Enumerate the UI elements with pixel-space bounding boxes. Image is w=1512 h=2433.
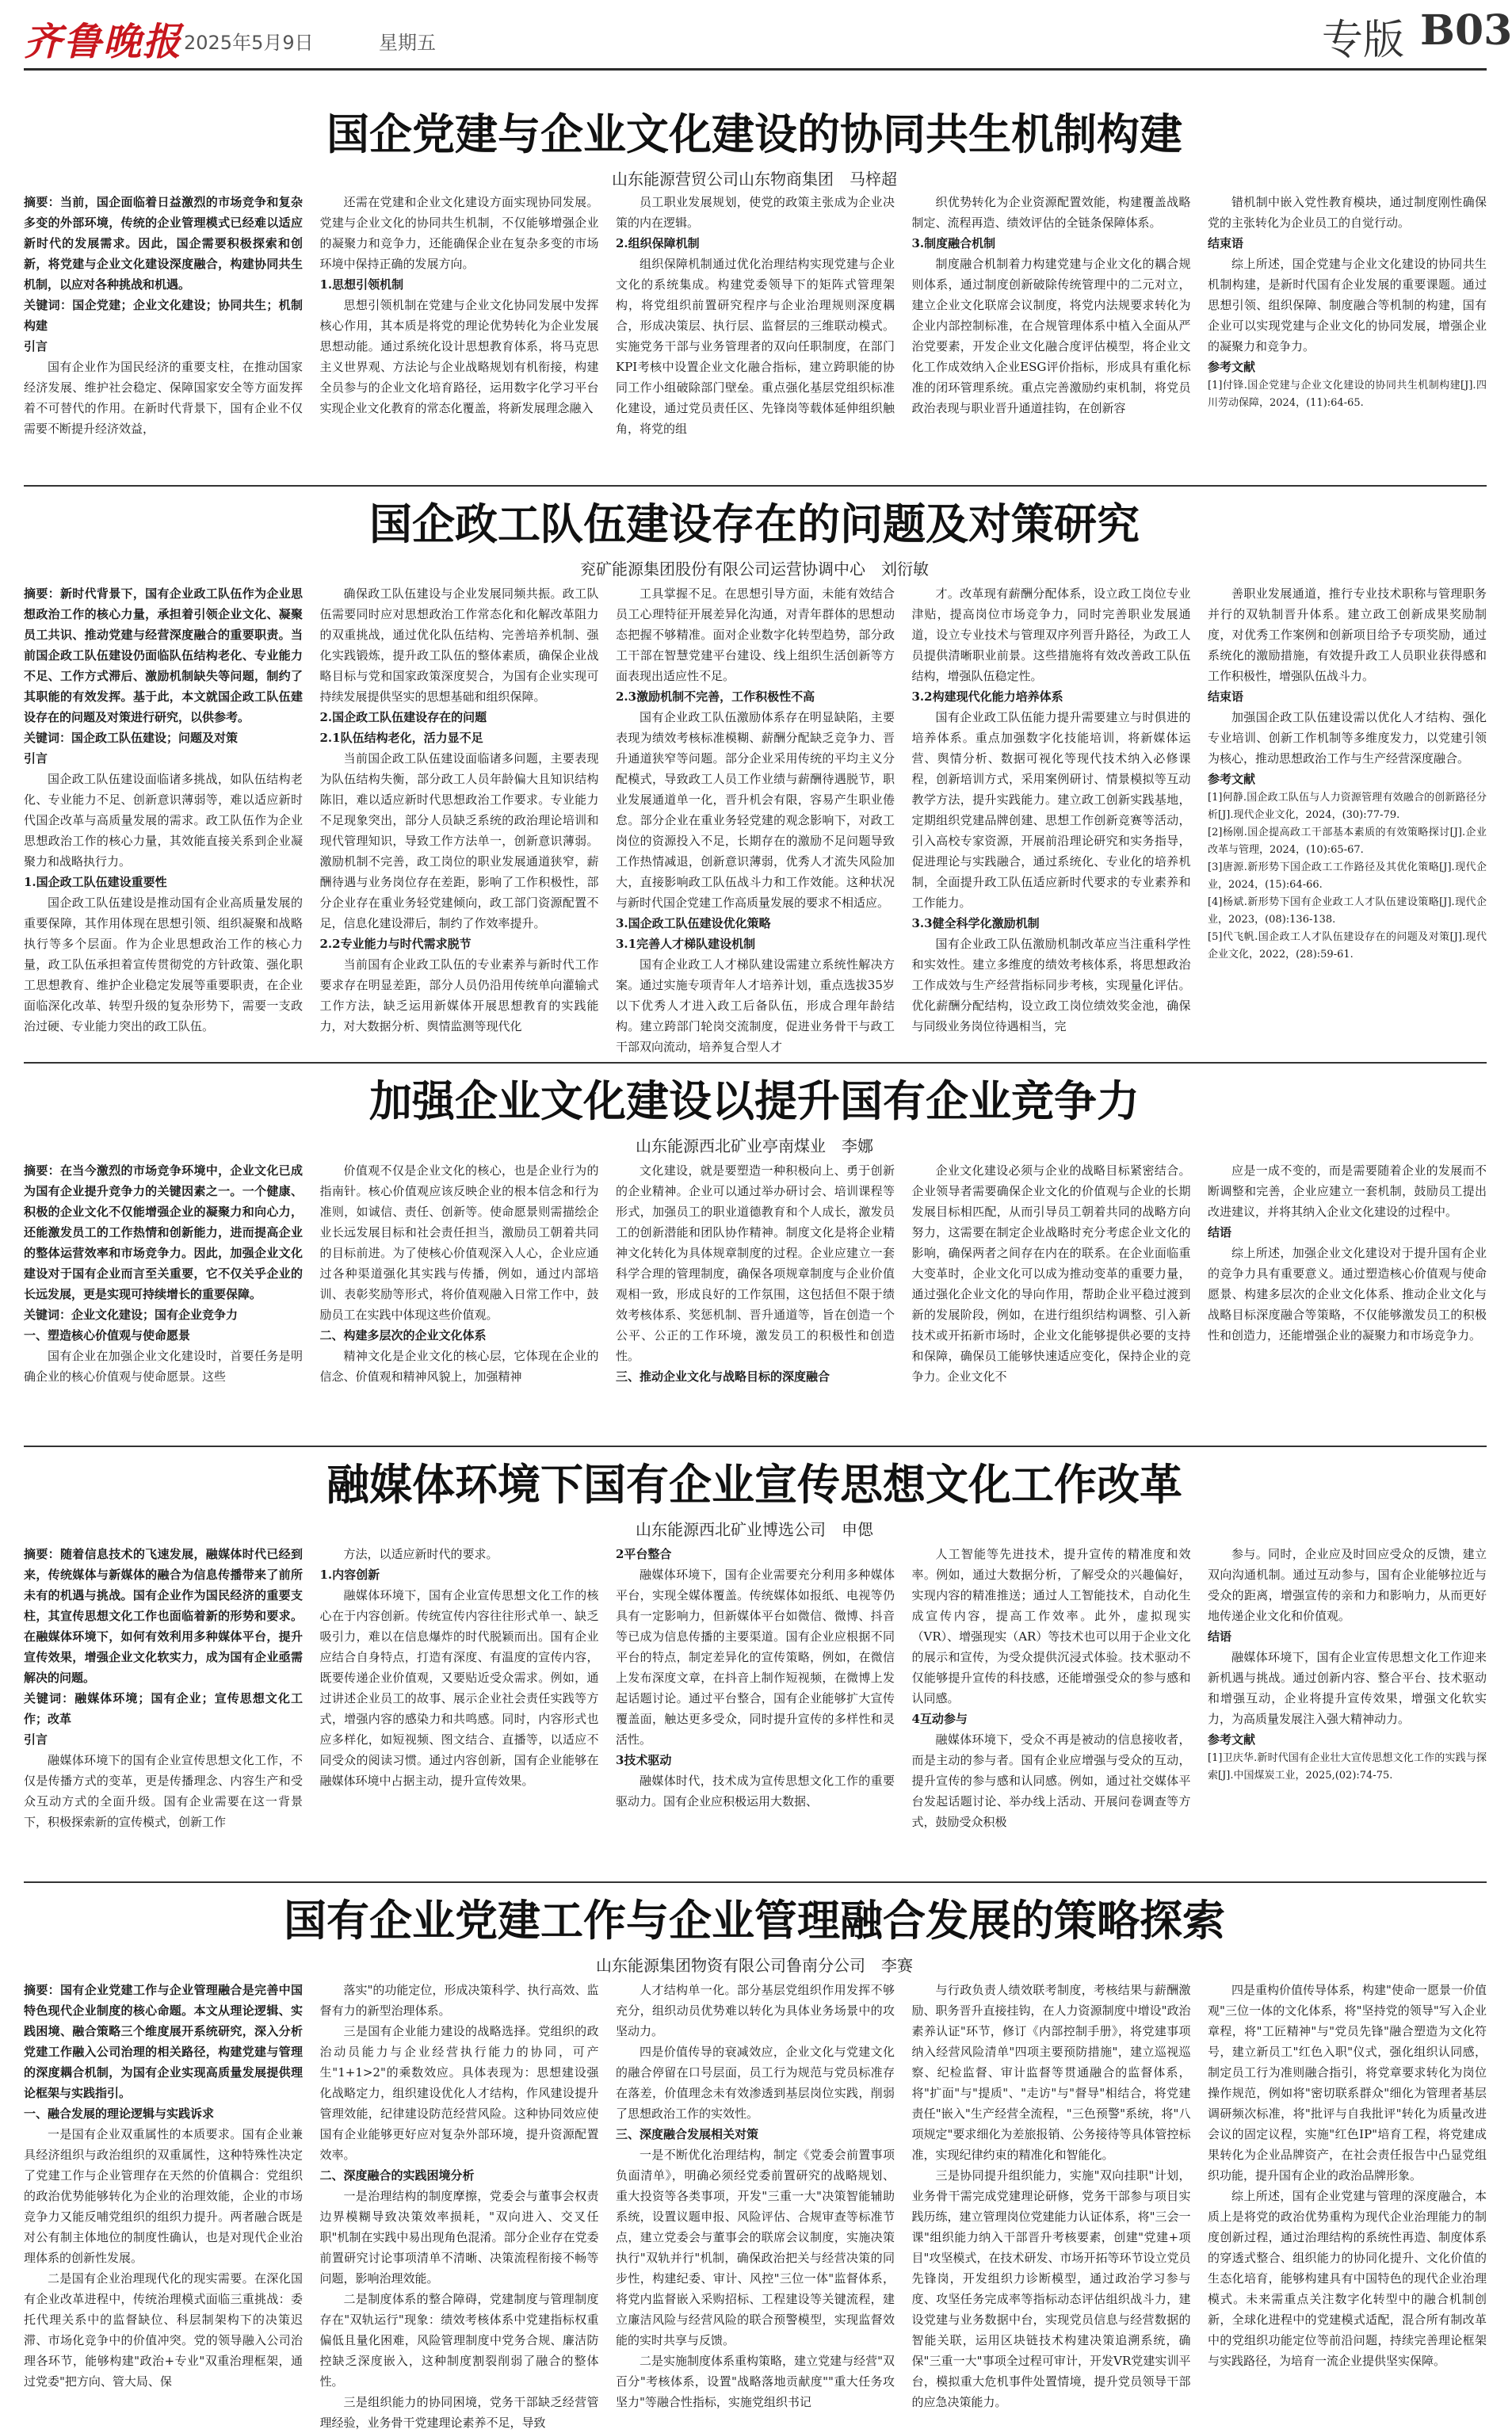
abstract-text: 摘要：国有企业党建工作与企业管理融合是完善中国特色现代企业制度的核心命题。本文从理论逻辑、实践困境、融合策略三个维度展开系统研究，深入分析党建工作融入公司治理的相关路径，构建党建与管理的深度耦合机制，为国有企业实现高质量发展提供理论框架与实践指引。 bbox=[24, 1983, 303, 2100]
section-heading: 2.国企政工队伍建设存在的问题 bbox=[319, 710, 487, 724]
article-column bbox=[912, 1160, 1191, 1441]
body-paragraph: 价值观不仅是企业文化的核心，也是企业行为的指南针。核心价值观应该反映企业的根本信念和行为准则，如诚信、责任、创新等。使命愿景则需描绘企业长远发展目标和社会责任担当，激励员工朝着共同的目标前进。为了使核心价值观深入人心，企业应通过各种渠道强化其实践与传播，例如，通过内部培训、表彰奖励等形式，将价值观融入日常工作中，鼓励员工在实践中体现这些价值观。 bbox=[319, 1163, 599, 1322]
reference-item: [1]何静.国企政工队伍与人力资源管理有效融合的创新路径分析[J].现代企业文化，2024，(30):77-79. bbox=[1208, 792, 1487, 821]
page-number: B03 bbox=[1420, 6, 1512, 55]
body-paragraph: 当前国有企业政工队伍的专业素养与新时代工作要求存在明显差距，部分人员仍沿用传统单向灌输式工作方法，缺乏运用新媒体开展思想教育的实践能力，对大数据分析、舆情监测等现代化 bbox=[319, 957, 599, 1033]
body-paragraph: 当前国企政工队伍建设面临诸多问题，主要表现为队伍结构失衡，部分政工人员年龄偏大且知识结构陈旧，难以适应新时代思想政治工作要求。专业能力不足现象突出，部分人员缺乏系统的政治理论培训和现代管理知识，导致工作方法单一，创新意识薄弱。激励机制不完善，政工岗位的职业发展通道狭窄，薪酬待遇与业务岗位存在差距，影响了工作积极性，部分企业存在重业务轻党建倾向，政工部门资源配置不足，信息化建设滞后，制约了作效率提升。 bbox=[319, 751, 599, 930]
article-column bbox=[616, 583, 895, 1057]
section-heading: 参考文献 bbox=[1208, 360, 1256, 374]
body-paragraph: 国企政工队伍建设面临诸多挑战，如队伍结构老化、专业能力不足、创新意识薄弱等，难以适应新时代国企改革与高质量发展的需求。政工队伍作为企业思想政治工作的核心力量，其效能直接关系到企业凝聚力和战略执行力。 bbox=[24, 772, 303, 869]
body-paragraph: 四是价值传导的衰减效应，企业文化与党建文化的融合停留在口号层面，员工行为规范与党员标准存在落差，价值理念未有效渗透到基层岗位实践，削弱了思想政治工作的实效性。 bbox=[616, 2045, 895, 2121]
section-heading: 2.3激励机制不完善，工作积极性不高 bbox=[616, 689, 815, 704]
reference-item: [4]杨斌.新形势下国有企业政工人才队伍建设策略[J].现代企业，2023，(08):136-138. bbox=[1208, 896, 1487, 926]
body-paragraph: 工具掌握不足。在思想引导方面，未能有效结合员工心理特征开展差异化沟通，对青年群体的思想动态把握不够精准。面对企业数字化转型趋势，部分政工干部在智慧党建平台建设、线上组织生活创新等方面表现出适应性不足。 bbox=[616, 586, 895, 683]
body-paragraph: 加强国企政工队伍建设需以优化人才结构、强化专业培训、创新工作机制等多维度发力，以党建引领为核心，推动思想政治工作与生产经营深度融合。 bbox=[1208, 710, 1487, 766]
body-paragraph: 人才结构单一化。部分基层党组织作用发挥不够充分，组织动员优势难以转化为具体业务场景中的攻坚动力。 bbox=[616, 1983, 895, 2038]
body-paragraph: 综上所述，加强企业文化建设对于提升国有企业的竞争力具有重要意义。通过塑造核心价值观与使命愿景、构建多层次的企业文化体系、推动企业文化与战略目标深度融合等策略，不仅能够激发员工的积极性和创造力，还能增强企业的凝聚力和市场竞争力。 bbox=[1208, 1246, 1487, 1343]
article-column bbox=[24, 192, 303, 480]
article-title: 国企政工队伍建设存在的问题及对策研究 bbox=[369, 498, 1140, 549]
section-heading: 结语 bbox=[1208, 1629, 1232, 1644]
article-column bbox=[912, 192, 1191, 480]
body-paragraph: 三是国有企业能力建设的战略选择。党组织的政治动员能力与企业经营执行能力的协同，可产生"1+1>2"的乘数效应。具体表现为：思想建设强化战略定力，组织建设优化人才结构，作风建设提升管理效能，纪律建设防范经营风险。这种协同效应使国有企业能够更好应对复杂外部环境，提升资源配置效率。 bbox=[319, 2024, 599, 2162]
article-byline: 兖矿能源集团股份有限公司运营协调中心 刘衍敏 bbox=[580, 560, 929, 579]
body-paragraph: 国有企业在加强企业文化建设时，首要任务是明确企业的核心价值观与使命愿景。这些 bbox=[24, 1349, 303, 1384]
body-paragraph: 二是国有企业治理现代化的现实需要。在深化国有企业改革进程中，传统治理模式面临三重挑战：委托代理关系中的监督缺位、科层制架构下的决策迟滞、市场化竞争中的价值冲突。党的领导融入公司治理各环节，能够构建"政治+专业"双重治理框架，通过党委"把方向、管大局、保 bbox=[24, 2271, 303, 2389]
body-paragraph: 国有企业政工人才梯队建设需建立系统性解决方案。通过实施专项青年人才培养计划，重点选拔35岁以下优秀人才进入政工后备队伍，形成合理年龄结构。建立跨部门轮岗交流制度，促进业务骨干与政工干部双向流动，培养复合型人才 bbox=[616, 957, 895, 1054]
section-heading: 二、深度融合的实践困境分析 bbox=[319, 2168, 475, 2183]
body-paragraph: 融媒体环境下，国有企业需要充分利用多种媒体平台，实现全媒体覆盖。传统媒体如报纸、电视等仍具有一定影响力，但新媒体平台如微信、微博、抖音等已成为信息传播的主要渠道。国有企业应根据不同平台的特点，制定差异化的宣传策略，例如，在微信上发布深度文章，在抖音上制作短视频，在微博上发起话题讨论。通过平台整合，国有企业能够扩大宣传覆盖面，触达更多受众，同时提升宣传的多样性和灵活性。 bbox=[616, 1568, 895, 1747]
section-heading: 引言 bbox=[24, 751, 48, 766]
body-paragraph: 组织保障机制通过优化治理结构实现党建与企业文化的系统集成。构建党委领导下的矩阵式管理架构，将党组织前置研究程序与企业治理规则深度耦合，形成决策层、执行层、监督层的三维联动模式。实施党务干部与业务管理者的双向任职制度，在部门KPI考核中设置企业文化融合指标，建立跨职能的协同工作小组破除部门壁垒。重点强化基层党组织标准化建设，通过党员责任区、先锋岗等载体延伸组织触角，将党的组 bbox=[616, 257, 895, 436]
article-byline: 山东能源营贸公司山东物商集团 马梓超 bbox=[612, 170, 897, 189]
masthead-rule bbox=[24, 68, 1487, 71]
body-paragraph: 精神文化是企业文化的核心层，它体现在企业的信念、价值观和精神风貌上，加强精神 bbox=[319, 1349, 599, 1384]
keywords-text: 关键词：国企党建；企业文化建设；协同共生；机制构建 bbox=[24, 298, 303, 333]
body-paragraph: 二是制度体系的整合障碍，党建制度与管理制度存在"双轨运行"现象：绩效考核体系中党建指标权重偏低且量化困难，风险管理制度中党务合规、廉洁防控缺乏深度嵌入，这种制度割裂削弱了融合的整体性。 bbox=[319, 2292, 599, 2389]
abstract-text: 摘要：随着信息技术的飞速发展，融媒体时代已经到来，传统媒体与新媒体的融合为信息传播带来了前所未有的机遇与挑战。国有企业作为国民经济的重要支柱，其宣传思想文化工作也面临着新的形势和要求。在融媒体环境下，如何有效利用多种媒体平台，提升宣传效果，增强企业文化软实力，成为国有企业亟需解决的问题。 bbox=[24, 1547, 303, 1685]
section-heading: 结语 bbox=[1208, 1225, 1232, 1239]
body-paragraph: 三是组织能力的协同困境，党务干部缺乏经营管理经验，业务骨干党建理论素养不足，导致 bbox=[319, 2395, 599, 2430]
section-heading: 1.思想引领机制 bbox=[319, 277, 404, 292]
article-body bbox=[24, 192, 1487, 480]
article-column bbox=[616, 1160, 895, 1441]
body-paragraph: 融媒体环境下的国有企业宣传思想文化工作，不仅是传播方式的变革，更是传播理念、内容生产和受众互动方式的全面升级。国有企业需要在这一背景下，积极探索新的宣传模式，创新工作 bbox=[24, 1753, 303, 1829]
body-paragraph: 思想引领机制在党建与企业文化协同发展中发挥核心作用，其本质是将党的理论优势转化为企业发展思想动能。通过系统化设计思想教育体系，将马克思主义世界观、方法论与企业战略规划有机衔接，构建全员参与的企业文化培育路径，运用数字化学习平台实现企业文化教育的常态化覆盖，将新发展理念融入 bbox=[319, 298, 599, 415]
body-paragraph: 国有企业政工队伍激励机制改革应当注重科学性和实效性。建立多维度的绩效考核体系，将思想政治工作成效与生产经营指标同步考核，实现量化评估。优化薪酬分配结构，设立政工岗位绩效奖金池，确保与同级业务岗位待遇相当，完 bbox=[911, 937, 1191, 1033]
article-column bbox=[911, 1980, 1191, 2409]
section-heading: 三、深度融合发展相关对策 bbox=[616, 2127, 759, 2141]
body-paragraph: 织优势转化为企业资源配置效能，构建覆盖战略制定、流程再造、绩效评估的全链条保障体系。 bbox=[911, 195, 1191, 230]
article-column bbox=[319, 1980, 599, 2430]
section-heading: 参考文献 bbox=[1208, 1732, 1256, 1747]
section-heading: 1.内容创新 bbox=[319, 1568, 380, 1582]
article-title: 加强企业文化建设以提升国有企业竞争力 bbox=[369, 1075, 1140, 1126]
body-paragraph: 制度融合机制着力构建党建与企业文化的耦合规则体系，通过制度创新破除传统管理中的二元对立，建立企业文化联席会议制度，将党内法规要求转化为企业内部控制标准，在合规管理体系中植入全面从严治党要素，开发企业文化融合度评估模型，将企业文化工作成效纳入企业ESG评价指标，形成具有重化标准的闭环管理系统。重点完善激励约束机制，将党员政治表现与职业晋升通道挂钩，在创新容 bbox=[911, 257, 1191, 415]
section-heading: 2.2专业能力与时代需求脱节 bbox=[319, 937, 472, 951]
body-paragraph: 国有企业政工队伍激励体系存在明显缺陷，主要表现为绩效考核标准模糊、薪酬分配缺乏竞争力、晋升通道狭窄等问题。部分企业采用传统的平均主义分配模式，导致政工人员工作业绩与薪酬待遇脱节，职业发展通道单一化，晋升机会有限，容易产生职业倦怠。部分企业在重业务轻党建的观念影响下，对政工岗位的资源投入不足，长期存在的激励不足问题导致工作热情减退，创新意识薄弱，优秀人才流失风险加大，直接影响政工队伍战斗力和工作效能。这种状况与新时代国企党建工作高质量发展的要求不相适应。 bbox=[616, 710, 895, 910]
body-paragraph: 国企政工队伍建设是推动国有企业高质量发展的重要保障，其作用体现在思想引领、组织凝聚和战略执行等多个层面。作为企业思想政治工作的核心力量，政工队伍承担着宣传贯彻党的方针政策、强化职工思想教育、维护企业稳定发展等重要职责，在企业面临深化改革、转型升级的复杂形势下，需要一支政治过硬、专业能力突出的政工队伍。 bbox=[24, 896, 303, 1033]
article-column bbox=[912, 583, 1191, 1057]
body-paragraph: 国有企业政工队伍能力提升需要建立与时俱进的培养体系。重点加强数字化技能培训，将新媒体运营、舆情分析、数据可视化等现代技术纳入必修课程，创新培训方式，采用案例研讨、情景模拟等互动教学方法，提升实践能力。建立政工创新实践基地，定期组织党建品牌创建、思想工作创新竞赛等活动，引入高校专家资源，开展前沿理论研究和实务指导，促进理论与实践融合，通过系统化、专业化的培养机制，全面提升政工队伍适应新时代要求的专业素养和工作能力。 bbox=[911, 710, 1191, 910]
section-heading: 2平台整合 bbox=[616, 1547, 672, 1561]
article-column bbox=[320, 583, 599, 1057]
article-column bbox=[24, 1160, 303, 1441]
article-column bbox=[1208, 1980, 1487, 2368]
article-column bbox=[1208, 1544, 1487, 1877]
section-heading: 参考文献 bbox=[1208, 772, 1256, 786]
article-column bbox=[24, 583, 303, 1057]
body-paragraph: 参与。同时，企业应及时回应受众的反馈，建立双向沟通机制。通过互动参与，国有企业能够拉近与受众的距离，增强宣传的亲和力和影响力，从而更好地传递企业文化和价值观。 bbox=[1208, 1547, 1487, 1623]
article-column bbox=[1208, 1160, 1487, 1441]
section-heading: 一、塑造核心价值观与使命愿景 bbox=[24, 1328, 191, 1343]
article-column bbox=[1208, 583, 1487, 1057]
keywords-text: 关键词：企业文化建设；国有企业竞争力 bbox=[24, 1308, 239, 1322]
article-title: 融媒体环境下国有企业宣传思想文化工作改革 bbox=[326, 1459, 1182, 1510]
issue-weekday: 星期五 bbox=[379, 32, 436, 54]
article-column bbox=[320, 1160, 599, 1441]
article-byline: 山东能源集团物资有限公司鲁南分公司 李赛 bbox=[596, 1956, 913, 1975]
section-heading: 引言 bbox=[24, 339, 48, 353]
body-paragraph: 错机制中嵌入党性教育模块，通过制度刚性确保党的主张转化为企业员工的自觉行动。 bbox=[1208, 195, 1487, 230]
body-paragraph: 二是实施制度体系重构策略，建立党建与经营"双百分"考核体系，设置"战略落地贡献度""重大任务攻坚力"等融合性指标，实施党组织书记 bbox=[616, 2354, 895, 2409]
article-body bbox=[24, 1544, 1487, 1877]
body-paragraph: 国有企业作为国民经济的重要支柱，在推动国家经济发展、维护社会稳定、保障国家安全等方面发挥着不可替代的作用。在新时代背景下，国有企业不仅需要不断提升经济效益， bbox=[24, 360, 303, 436]
body-paragraph: 文化建设，就是要塑造一种积极向上、勇于创新的企业精神。企业可以通过举办研讨会、培训课程等形式，加强员工的职业道德教育和个人成长，激发员工的创新潜能和团队协作精神。制度文化是将企业精神文化转化为具体规章制度的过程。企业应建立一套科学合理的管理制度，确保各项规章制度与企业价值观相一致，形成良好的工作氛围，这包括但不限于绩效考核体系、奖惩机制、晋升通道等，旨在创造一个公平、公正的工作环境，激发员工的积极性和创造性。 bbox=[616, 1163, 895, 1363]
article-divider bbox=[24, 1446, 1487, 1447]
section-heading: 2.1队伍结构老化，活力显不足 bbox=[319, 731, 483, 745]
section-heading: 3.国企政工队伍建设优化策略 bbox=[616, 916, 771, 930]
section-heading: 三、推动企业文化与战略目标的深度融合 bbox=[616, 1369, 830, 1384]
reference-item: [1]付锋.国企党建与企业文化建设的协同共生机制构建[J].四川劳动保障，2024，(11):64-65. bbox=[1208, 380, 1487, 409]
body-paragraph: 综上所述，国有企业党建与管理的深度融合，本质上是将党的政治优势重构为现代企业治理能力的制度创新过程，通过治理结构的系统性再造、制度体系的穿透式整合、组织能力的协同化提升、文化价值的生态化培育，能够构建具有中国特色的现代企业治理模式。未来需重点关注数字化转型中的融合机制创新，全球化进程中的党建模式适配，混合所有制改革中的党组织功能定位等前沿问题，持续完善理论框架与实践路径，为培育一流企业提供坚实保障。 bbox=[1208, 2189, 1487, 2368]
article-column bbox=[1208, 192, 1487, 480]
body-paragraph: 融媒体环境下，国有企业宣传思想文化工作迎来新机遇与挑战。通过创新内容、整合平台、技术驱动和增强互动，企业将提升宣传效果，增强文化软实力，为高质量发展注入强大精神动力。 bbox=[1208, 1650, 1487, 1726]
masthead bbox=[0, 0, 1512, 76]
abstract-text: 摘要：当前，国企面临着日益激烈的市场竞争和复杂多变的外部环境，传统的企业管理模式已经难以适应新时代的发展需求。因此，国企需要积极探索和创新，将党建与企业文化建设深度融合，构建协同共生机制，以应对各种挑战和机遇。 bbox=[24, 195, 303, 292]
section-heading: 2.组织保障机制 bbox=[616, 236, 700, 250]
section-heading: 1.国企政工队伍建设重要性 bbox=[24, 875, 167, 889]
body-paragraph: 应是一成不变的，而是需要随着企业的发展而不断调整和完善，企业应建立一套机制，鼓励员工提出改进建议，并将其纳入企业文化建设的过程中。 bbox=[1208, 1163, 1487, 1219]
article-divider bbox=[24, 1881, 1487, 1883]
article-title: 国企党建与企业文化建设的协同共生机制构建 bbox=[326, 109, 1182, 159]
abstract-text: 摘要：在当今激烈的市场竞争环境中，企业文化已成为国有企业提升竞争力的关键因素之一。一个健康、积极的企业文化不仅能增强企业的凝聚力和向心力，还能激发员工的工作热情和创新能力，进而提高企业的整体运营效率和市场竞争力。因此，加强企业文化建设对于国有企业而言至关重要，它不仅关乎企业的长远发展，更是实现可持续增长的重要保障。 bbox=[24, 1163, 303, 1301]
body-paragraph: 落实"的功能定位，形成决策科学、执行高效、监督有力的新型治理体系。 bbox=[319, 1983, 599, 2018]
issue-date: 2025年5月9日 bbox=[184, 32, 314, 54]
body-paragraph: 还需在党建和企业文化建设方面实现协同发展。党建与企业文化的协同共生机制，不仅能够增强企业的凝聚力和竞争力，还能确保企业在复杂多变的市场环境中保持正确的发展方向。 bbox=[319, 195, 599, 271]
body-paragraph: 员工职业发展规划，使党的政策主张成为企业决策的内在逻辑。 bbox=[616, 195, 895, 230]
article-divider bbox=[24, 1062, 1487, 1064]
article-column bbox=[24, 1544, 303, 1877]
article-column bbox=[616, 1544, 895, 1877]
section-heading: 结束语 bbox=[1208, 236, 1244, 250]
article-column bbox=[24, 1980, 303, 2389]
article-body bbox=[24, 1980, 1487, 2430]
section-heading: 引言 bbox=[24, 1732, 48, 1747]
article-byline: 山东能源西北矿业博选公司 申偲 bbox=[636, 1520, 873, 1539]
body-paragraph: 方法，以适应新时代的要求。 bbox=[343, 1547, 498, 1561]
section-heading: 3.2构建现代化能力培养体系 bbox=[911, 689, 1063, 704]
article-column bbox=[912, 1544, 1191, 1877]
section-heading: 3技术驱动 bbox=[616, 1753, 672, 1767]
article-body bbox=[24, 583, 1487, 1057]
body-paragraph: 善职业发展通道，推行专业技术职称与管理职务并行的双轨制晋升体系。建立政工创新成果奖励制度，对优秀工作案例和创新项目给予专项奖励，通过系统化的激励措施，有效提升政工人员职业获得感和工作积极性，增强队伍战斗力。 bbox=[1208, 586, 1487, 683]
reference-item: [2]杨刚.国企提高政工干部基本素质的有效策略探讨[J].企业改革与管理，2024，(10):65-67. bbox=[1208, 827, 1487, 856]
body-paragraph: 确保政工队伍建设与企业发展同频共振。政工队伍需要同时应对思想政治工作常态化和化解改革阻力的双重挑战，通过优化队伍结构、完善培养机制、强化实践锻炼，提升政工队伍的整体素质，确保企业战略目标与党和国家政策深度契合，为国有企业实现可持续发展提供坚实的思想基础和组织保障。 bbox=[319, 586, 599, 704]
article-column bbox=[320, 1544, 599, 1877]
reference-item: [5]代飞帆.国企政工人才队伍建设存在的问题及对策[J].现代企业文化，2022，(28):59-61. bbox=[1208, 931, 1487, 961]
section-heading: 3.制度融合机制 bbox=[911, 236, 996, 250]
body-paragraph: 三是协同提升组织能力，实施"双向挂职"计划，业务骨干需完成党建理论研修，党务干部参与项目实践历练，建立管理岗位党建能力认证体系，将"三会一课"组织能力纳入干部晋升考核要素，创建"党建+项目"攻坚模式，在技术研发、市场开拓等环节设立党员先锋岗，开发组织力诊断模型，通过政治学习参与度、攻坚任务完成率等指标动态评估组织战斗力，建设党建与业务数据中台，实现党员信息与经营数据的智能关联，运用区块链技术构建决策追溯系统，确保"三重一大"事项全过程可审计，开发VR党建实训平台，模拟重大危机事件处置情境，提升党员领导干部的应急决策能力。 bbox=[911, 2168, 1191, 2409]
article-column bbox=[616, 1980, 895, 2409]
body-paragraph: 一是不断优化治理结构，制定《党委会前置事项负面清单》，明确必须经党委前置研究的战略规划、重大投资等各类事项，开发"三重一大"决策智能辅助系统，设置议题申报、风险评估、合规审查等标准节点，建立党委会与董事会的联席会议制度，实施决策执行"双轨并行"机制，确保政治把关与经营决策的同步性，构建纪委、审计、风控"三位一体"监督体系，将党内监督嵌入采购招标、工程建设等关键流程，建立廉洁风险与经营风险的联合预警模型，实现监督效能的实时共享与反馈。 bbox=[616, 2148, 895, 2347]
section-heading: 4互动参与 bbox=[911, 1712, 968, 1726]
article-divider bbox=[24, 485, 1487, 487]
body-paragraph: 与行政负责人绩效联考制度，考核结果与薪酬激励、职务晋升直接挂钩，在人力资源制度中增设"政治素养认证"环节，修订《内部控制手册》，将党建事项纳入经营风险清单"四项主要预防措施"，建立巡视巡察、纪检监督、审计监督等贯通融合的监督体系，将"扩面"与"提质"、"走访"与"督导"相结合，将党建责任"嵌入"生产经营全流程，"三色预警"系统，将"八项规定"要求细化为差旅报销、公务接待等具体管控标准，实现纪律约束的精准化和智能化。 bbox=[911, 1983, 1191, 2162]
body-paragraph: 融媒体环境下，国有企业宣传思想文化工作的核心在于内容创新。传统宣传内容往往形式单一、缺乏吸引力，难以在信息爆炸的时代脱颖而出。国有企业应结合自身特点，打造有深度、有温度的宣传内容，既要传递企业价值观，又要贴近受众需求。例如，通过讲述企业员工的故事、展示企业社会责任实践等方式，增强内容的感染力和共鸣感。同时，内容形式也应多样化，如短视频、图文结合、直播等，以适应不同受众的阅读习惯。通过内容创新，国有企业能够在融媒体环境中占据主动，提升宣传效果。 bbox=[319, 1588, 599, 1788]
section-heading: 3.1完善人才梯队建设机制 bbox=[616, 937, 756, 951]
keywords-text: 关键词：国企政工队伍建设；问题及对策 bbox=[24, 731, 239, 745]
section-heading: 一、融合发展的理论逻辑与实践诉求 bbox=[24, 2106, 215, 2121]
article-title: 国有企业党建工作与企业管理融合发展的策略探索 bbox=[284, 1895, 1225, 1946]
body-paragraph: 一是治理结构的制度摩擦，党委会与董事会权责边界模糊导致决策效率损耗，"双向进入、交叉任职"机制在实践中易出现角色混淆。部分企业存在党委前置研究讨论事项清单不清晰、决策流程衔接不畅等问题，影响治理效能。 bbox=[319, 2189, 599, 2286]
body-paragraph: 人工智能等先进技术，提升宣传的精准度和效率。例如，通过大数据分析，了解受众的兴趣偏好，实现内容的精准推送；通过人工智能技术，自动化生成宣传内容，提高工作效率。此外，虚拟现实（VR）、增强现实（AR）等技术也可以用于企业文化的展示和宣传，为受众提供沉浸式体验。技术驱动不仅能够提升宣传的科技感，还能增强受众的参与感和认同感。 bbox=[911, 1547, 1191, 1705]
reference-item: [1]卫庆华.新时代国有企业壮大宣传思想文化工作的实践与探索[J].中国煤炭工业，2025,(02):74-75. bbox=[1208, 1752, 1487, 1782]
body-paragraph: 四是重构价值传导体系，构建"使命一愿景一价值观"三位一体的文化体系，将"坚持党的领导"写入企业章程，将"工匠精神"与"党员先锋"融合塑造为文化符号，建立新员工"红色入职"仪式，强化组织认同感，制定员工行为准则融合指引，将党章要求转化为岗位操作规范，例如将"密切联系群众"细化为管理者基层调研频次标准，将"批评与自我批评"转化为质量改进会议的固定议程，实施"红色IP"培育工程，将党建成果转化为企业品牌资产，在社会责任报告中凸显党组织功能，提升国有企业的政治品牌形象。 bbox=[1208, 1983, 1487, 2183]
body-paragraph: 企业文化建设必须与企业的战略目标紧密结合。企业领导者需要确保企业文化的价值观与企业的长期发展目标相匹配，从而引导员工朝着共同的战略方向努力，这需要在制定企业战略时充分考虑企业文化的影响，确保两者之间存在内在的联系。在企业面临重大变革时，企业文化可以成为推动变革的重要力量，通过强化企业文化的导向作用，帮助企业平稳过渡到新的发展阶段，例如，在进行组织结构调整、引入新技术或开拓新市场时，企业文化能够提供必要的支持和保障，确保员工能够快速适应变化，保持企业的竞争力。企业文化不 bbox=[911, 1163, 1191, 1384]
body-paragraph: 才。改革现有薪酬分配体系，设立政工岗位专业津贴，提高岗位市场竞争力，同时完善职业发展通道，设立专业技术与管理双序列晋升路径，为政工人员提供清晰职业前景。这些措施将有效改善政工队伍结构，增强队伍稳定性。 bbox=[911, 586, 1191, 683]
abstract-text: 摘要：新时代背景下，国有企业政工队伍作为企业思想政治工作的核心力量，承担着引领企业文化、凝聚员工共识、推动党建与经营深度融合的重要职责。当前国企政工队伍建设仍面临队伍结构老化、专业能力不足、工作方式滞后、激励机制缺失等问题，制约了其职能的有效发挥。基于此，本文就国企政工队伍建设存在的问题及对策进行研究，以供参考。 bbox=[24, 586, 303, 724]
article-column bbox=[616, 192, 895, 480]
section-heading: 3.3健全科学化激励机制 bbox=[911, 916, 1040, 930]
newspaper-logo: 齐鲁晚报 bbox=[24, 20, 183, 64]
section-heading: 二、构建多层次的企业文化体系 bbox=[319, 1328, 487, 1343]
article-body bbox=[24, 1160, 1487, 1441]
reference-item: [3]唐源.新形势下国企政工工作路径及其优化策略[J].现代企业，2024，(15):64-66. bbox=[1208, 861, 1487, 891]
body-paragraph: 融媒体环境下，受众不再是被动的信息接收者，而是主动的参与者。国有企业应增强与受众的互动，提升宣传的参与感和认同感。例如，通过社交媒体平台发起话题讨论、举办线上活动、开展问卷调查等方式，鼓励受众积极 bbox=[911, 1732, 1191, 1829]
body-paragraph: 综上所述，国企党建与企业文化建设的协同共生机制构建，是新时代国有企业发展的重要课题。通过思想引领、组织保障、制度融合等机制的构建，国有企业可以实现党建与企业文化的协同发展，增强企业的凝聚力和竞争力。 bbox=[1208, 257, 1487, 353]
section-label: 专版 bbox=[1322, 17, 1405, 64]
body-paragraph: 融媒体时代，技术成为宣传思想文化工作的重要驱动力。国有企业应积极运用大数据、 bbox=[616, 1774, 895, 1809]
section-heading: 结束语 bbox=[1208, 689, 1244, 704]
body-paragraph: 一是国有企业双重属性的本质要求。国有企业兼具经济组织与政治组织的双重属性，这种特殊性决定了党建工作与企业管理存在天然的价值耦合：党组织的政治优势能够转化为企业的治理效能，企业的市场竞争力又能反哺党组织的组织力提升。两者融合既是对公有制主体地位的制度性确认，也是对现代企业治理体系的创新性发展。 bbox=[24, 2127, 303, 2265]
article-column bbox=[320, 192, 599, 480]
keywords-text: 关键词：融媒体环境；国有企业；宣传思想文化工作；改革 bbox=[24, 1691, 303, 1726]
article-byline: 山东能源西北矿业亭南煤业 李娜 bbox=[636, 1136, 873, 1155]
